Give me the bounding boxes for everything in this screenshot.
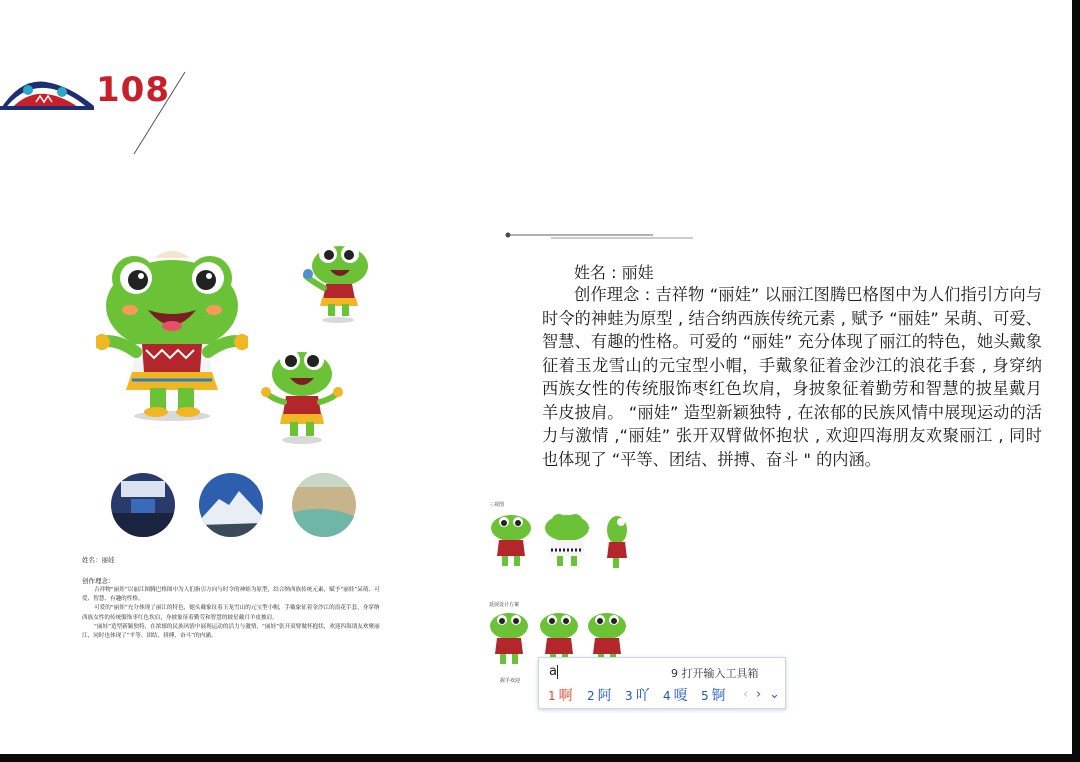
jinsha-river-photo [292,473,356,537]
ime-candidate-window[interactable] [538,657,786,709]
extended-design-label: 延展设计方案 [489,602,520,608]
ime-candidate-5[interactable] [701,685,726,705]
concept-paragraph [542,283,1042,471]
candidate-number: 3 [625,689,633,703]
ime-candidate-4[interactable] [663,685,688,705]
candidate-text: 阿 [597,688,612,704]
decorative-diagonal-line [130,70,190,156]
ime-candidate-3[interactable] [625,685,650,705]
left-concept-title: 创作理念： [82,577,115,585]
page-number: 108 [96,70,170,110]
candidate-text: 啊 [558,688,573,704]
ime-toolbox-hint[interactable]: 9 打开输入工具箱 [671,667,759,680]
left-name-label: 姓名：丽娃 [82,556,115,564]
naxi-culture-photo [111,473,175,537]
mascot-name-heading: 姓名 : 丽娃 [574,263,654,282]
candidate-text: 吖 [635,688,650,704]
bottom-edge-bar [0,754,1080,762]
decorative-rule [505,230,695,240]
ethnic-pattern-logo [0,76,94,110]
left-paragraph: 吉祥物“丽娃”以丽江图腾巴格图中为人们指引方向与时令的神蛙为原型，结合纳西族传统元素，赋予“丽娃”呆萌、可爱、智慧、有趣的性格。 [82,587,380,603]
ime-composition-text: a [549,664,557,679]
concept-text: 创作理念 : 吉祥物 “丽娃” 以丽江图腾巴格图中为人们指引方向与时令的神蛙为原型 , 结合纳西族传统元素 , 赋予 “丽娃” 呆萌、可爱、智慧、有趣的性格。可爱的 “丽娃” 充分体现了丽江的特色，她头戴象征着玉龙雪山的元宝型小帽，手戴象征着金沙江的浪花手套 , 身穿纳西族女性的传统服饰枣红色坎肩，身披象征着勤劳和智慧的披星戴月羊皮披肩。 “丽娃” 造型新颖独特 , 在浓郁的民族风情中展现运动的活力与激情 ,“丽娃” 张开双臂做怀抱状 , 欢迎四海朋友欢聚丽江 , 同时也体现了 “平等、团结、拼搏、奋斗 " 的内涵。 [542,285,1042,469]
candidate-number: 5 [701,689,709,703]
ime-candidate-2[interactable] [587,685,612,705]
ime-candidate-1[interactable] [548,685,573,705]
candidate-number: 4 [663,689,671,703]
handshake-welcome-label: 握手欢迎 [500,678,521,684]
waving-mascot-frog-image [260,342,344,446]
candidate-text: 锕 [711,688,726,704]
three-view-frogs-image [487,512,637,570]
candidate-number: 2 [587,689,595,703]
three-view-label: 三视图 [489,502,505,508]
right-edge-bar [1072,0,1080,762]
ime-expand-icon[interactable]: ⌄ [769,687,780,702]
candidate-text: 嗄 [673,688,688,704]
left-concept-body [82,586,382,641]
running-mascot-frog-image [302,240,372,324]
ime-caret [557,665,558,679]
ime-next-page-icon[interactable]: › [756,687,762,702]
jade-dragon-snow-mountain-photo [199,473,263,537]
candidate-number: 1 [548,689,556,703]
left-paragraph: “丽娃”造型新颖独特，在浓郁的民族风情中展现运动的活力与激情，“丽娃”张开双臂做怀抱状，欢迎四海朋友欢聚丽江，同时也体现了“平等、团结、拼搏、奋斗”的内涵。 [82,623,380,640]
left-paragraph: 可爱的“丽娃”充分体现了丽江的特色，她头戴象征着玉龙雪山的元宝型小帽，手戴象征着金沙江的浪花手套，身穿纳西族女性的传统服饰枣红色坎肩，身披象征着勤劳和智慧的披星戴月羊皮披肩。 [82,605,380,621]
main-mascot-frog-image [96,248,248,423]
ime-prev-page-icon[interactable]: ‹ [743,687,749,702]
